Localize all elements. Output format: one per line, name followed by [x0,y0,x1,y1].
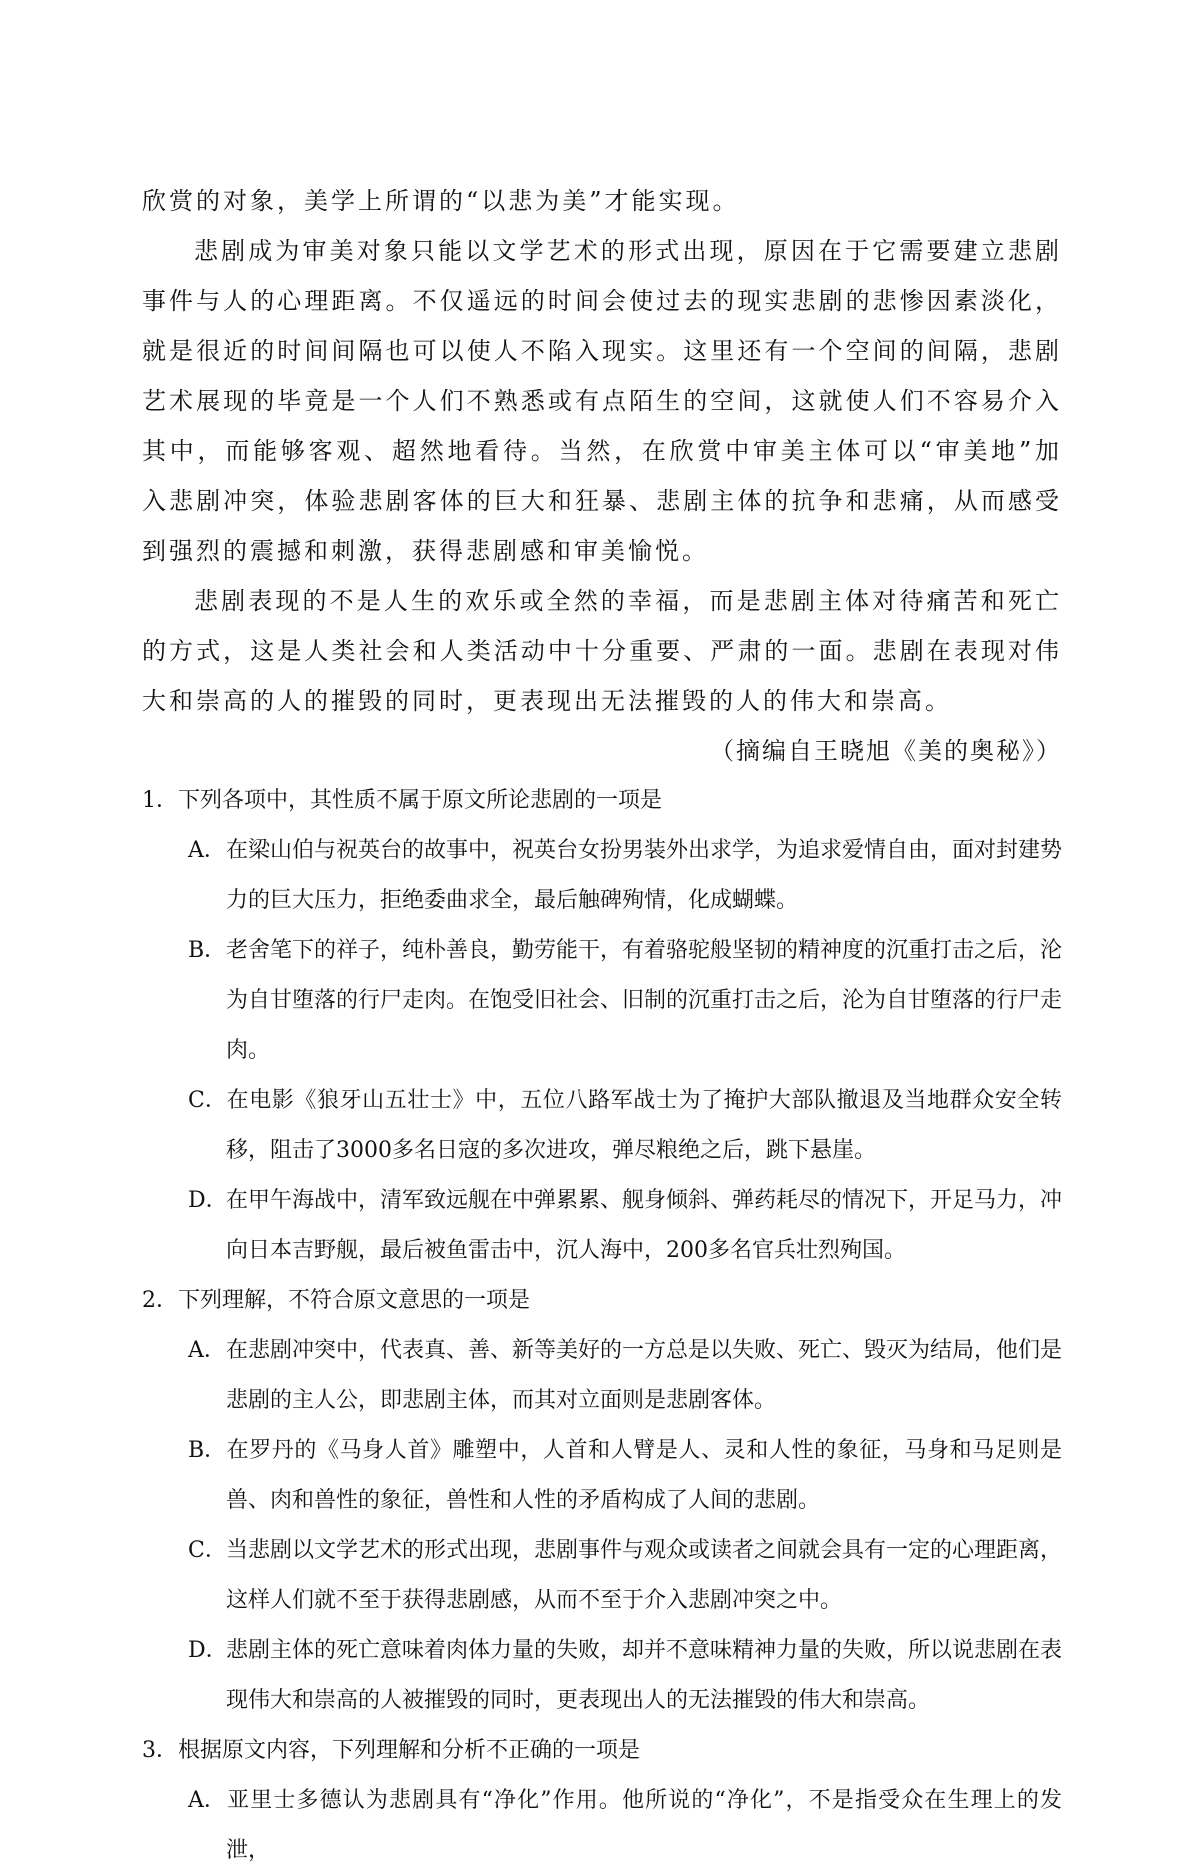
option-letter: C． [188,1538,227,1563]
option-letter: C． [188,1088,227,1113]
question-number: 3． [142,1738,178,1763]
question-2-option-d [188,1626,1062,1726]
option-text: 亚里士多德认为悲剧具有“净化”作用。他所说的“净化”，不是指受众在生理上的发泄， [226,1788,1062,1863]
option-text: 在悲剧冲突中，代表真、善、新等美好的一方总是以失败、死亡、毁灭为结局，他们是悲剧的主人公，即悲剧主体，而其对立面则是悲剧客体。 [226,1338,1063,1413]
passage-paragraph-0: 欣赏的对象，美学上所谓的“以悲为美”才能实现。 [142,187,740,215]
option-text: 老舍笔下的祥子，纯朴善良，勤劳能干，有着骆驼般坚韧的精神度的沉重打击之后，沦为自甘堕落的行尸走肉。在饱受旧社会、旧制的沉重打击之后，沦为自甘堕落的行尸走肉。 [226,938,1063,1063]
option-text: 当悲剧以文学艺术的形式出现，悲剧事件与观众或读者之间就会具有一定的心理距离，这样人们就不至于获得悲剧感，从而不至于介入悲剧冲突之中。 [226,1538,1063,1613]
option-letter: A． [188,838,226,863]
question-number: 2． [142,1288,178,1313]
question-2-option-c [188,1526,1062,1626]
question-number: 1． [142,788,178,813]
question-1-option-d [188,1176,1062,1276]
question-text: 下列各项中，其性质不属于原文所论悲剧的一项是 [178,788,663,813]
question-1-option-b [188,926,1062,1076]
option-letter: B． [188,938,227,963]
option-text: 在电影《狼牙山五壮士》中，五位八路军战士为了掩护大部队撤退及当地群众安全转移，阻击了3000多名日寇的多次进攻，弹尽粮绝之后，跳下悬崖。 [226,1088,1062,1163]
question-1-option-c [188,1076,1062,1176]
question-2-option-a [188,1326,1062,1426]
question-text: 下列理解，不符合原文意思的一项是 [178,1288,531,1313]
option-letter: B． [188,1438,227,1463]
passage-paragraph-1: 悲剧成为审美对象只能以文学艺术的形式出现，原因在于它需要建立悲剧事件与人的心理距离。不仅遥远的时间会使过去的现实悲剧的悲惨因素淡化，就是很近的时间间隔也可以使人不陷入现实。这里还有一个空间的间隔，悲剧艺术展现的毕竟是一个人们不熟悉或有点陌生的空间，这就使人们不容易介入其中，而能够客观、超然地看待。当然，在欣赏中审美主体可以“审美地”加入悲剧冲突，体验悲剧客体的巨大和狂暴、悲剧主体的抗争和悲痛，从而感受到强烈的震撼和刺激，获得悲剧感和审美愉悦。 [142,237,1062,565]
question-2-stem [142,1276,1062,1326]
option-letter: A． [188,1338,226,1363]
option-text: 悲剧主体的死亡意味着肉体力量的失败，却并不意味精神力量的失败，所以说悲剧在表现伟大和崇高的人被摧毁的同时，更表现出人的无法摧毁的伟大和崇高。 [226,1638,1063,1713]
question-3-stem [142,1726,1062,1776]
option-text: 在甲午海战中，清军致远舰在中弹累累、舰身倾斜、弹药耗尽的情况下，开足马力，冲向日本吉野舰，最后被鱼雷击中，沉人海中，200多名官兵壮烈殉国。 [226,1188,1063,1263]
question-2-option-b [188,1426,1062,1526]
option-letter: D． [188,1188,228,1213]
option-letter: D． [188,1638,228,1663]
question-3-option-a [188,1776,1062,1876]
option-text: 在罗丹的《马身人首》雕塑中，人首和人臂是人、灵和人性的象征，马身和马足则是兽、肉和兽性的象征，兽性和人性的矛盾构成了人间的悲剧。 [226,1438,1062,1513]
option-letter: A． [188,1788,226,1813]
document-page [142,176,1062,1876]
question-text: 根据原文内容，下列理解和分析不正确的一项是 [178,1738,641,1763]
passage-source: （摘编自王晓旭《美的奥秘》） [710,737,1062,765]
question-1-stem [142,776,1062,826]
passage-paragraph-2: 悲剧表现的不是人生的欢乐或全然的幸福，而是悲剧主体对待痛苦和死亡的方式，这是人类社会和人类活动中十分重要、严肃的一面。悲剧在表现对伟大和崇高的人的摧毁的同时，更表现出无法摧毁的人的伟大和崇高。 [142,587,1062,715]
option-text: 在梁山伯与祝英台的故事中，祝英台女扮男装外出求学，为追求爱情自由，面对封建势力的巨大压力，拒绝委曲求全，最后触碑殉情，化成蝴蝶。 [226,838,1063,913]
question-1-option-a [188,826,1062,926]
